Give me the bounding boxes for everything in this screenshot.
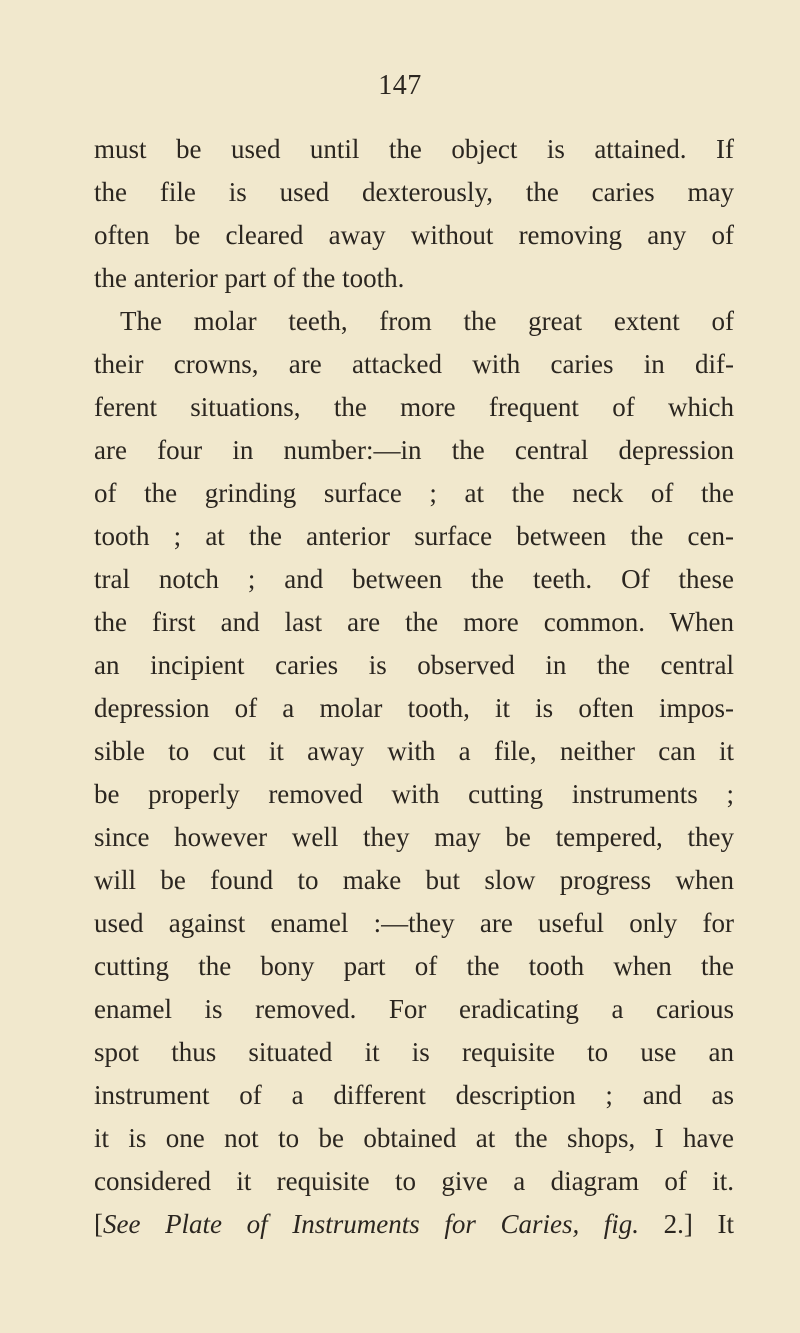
text-line: since however well they may be tempered, they: [94, 822, 734, 852]
text-line: ferent situations, the more frequent of which: [94, 392, 734, 422]
text-line: instrument of a different description ; and as: [94, 1080, 734, 1110]
text-line: the anterior part of the tooth.: [94, 263, 405, 293]
text-line: will be found to make but slow progress when: [94, 865, 734, 895]
plate-reference-line: [94, 1203, 734, 1246]
text-line: of the grinding surface ; at the neck of the: [94, 478, 734, 508]
continuation-word: It: [692, 1209, 735, 1239]
text-line: are four in number:—in the central depression: [94, 435, 734, 465]
text-line: spot thus situated it is requisite to use an: [94, 1037, 734, 1067]
text-line: cutting the bony part of the tooth when the: [94, 951, 734, 981]
text-line: sible to cut it away with a file, neither can it: [94, 736, 734, 766]
plate-reference: See Plate of Instruments for Caries, fig.: [103, 1209, 640, 1239]
page-number: 147: [378, 70, 422, 101]
text-line: their crowns, are attacked with caries in dif-: [94, 349, 734, 379]
text-line: considered it requisite to give a diagram of it.: [94, 1166, 734, 1196]
text-line: the first and last are the more common. When: [94, 607, 734, 637]
text-line: often be cleared away without removing any of: [94, 220, 734, 250]
text-line: be properly removed with cutting instruments ;: [94, 779, 734, 809]
bracket-close: ]: [683, 1209, 693, 1239]
text-line: depression of a molar tooth, it is often impos-: [94, 693, 734, 723]
body-text: [94, 128, 734, 1246]
text-line: tral notch ; and between the teeth. Of these: [94, 564, 734, 594]
text-line: it is one not to be obtained at the shops, I have: [94, 1123, 734, 1153]
text-line: enamel is removed. For eradicating a carious: [94, 994, 734, 1024]
bracket-open: [: [94, 1209, 103, 1239]
text-line: the file is used dexterously, the caries may: [94, 177, 734, 207]
figure-number: 2.: [639, 1209, 684, 1239]
text-line: used against enamel :—they are useful only for: [94, 908, 734, 938]
text-line: an incipient caries is observed in the central: [94, 650, 734, 680]
text-line: tooth ; at the anterior surface between the cen-: [94, 521, 734, 551]
text-line: The molar teeth, from the great extent of: [120, 306, 734, 336]
text-line: must be used until the object is attained. If: [94, 134, 734, 164]
